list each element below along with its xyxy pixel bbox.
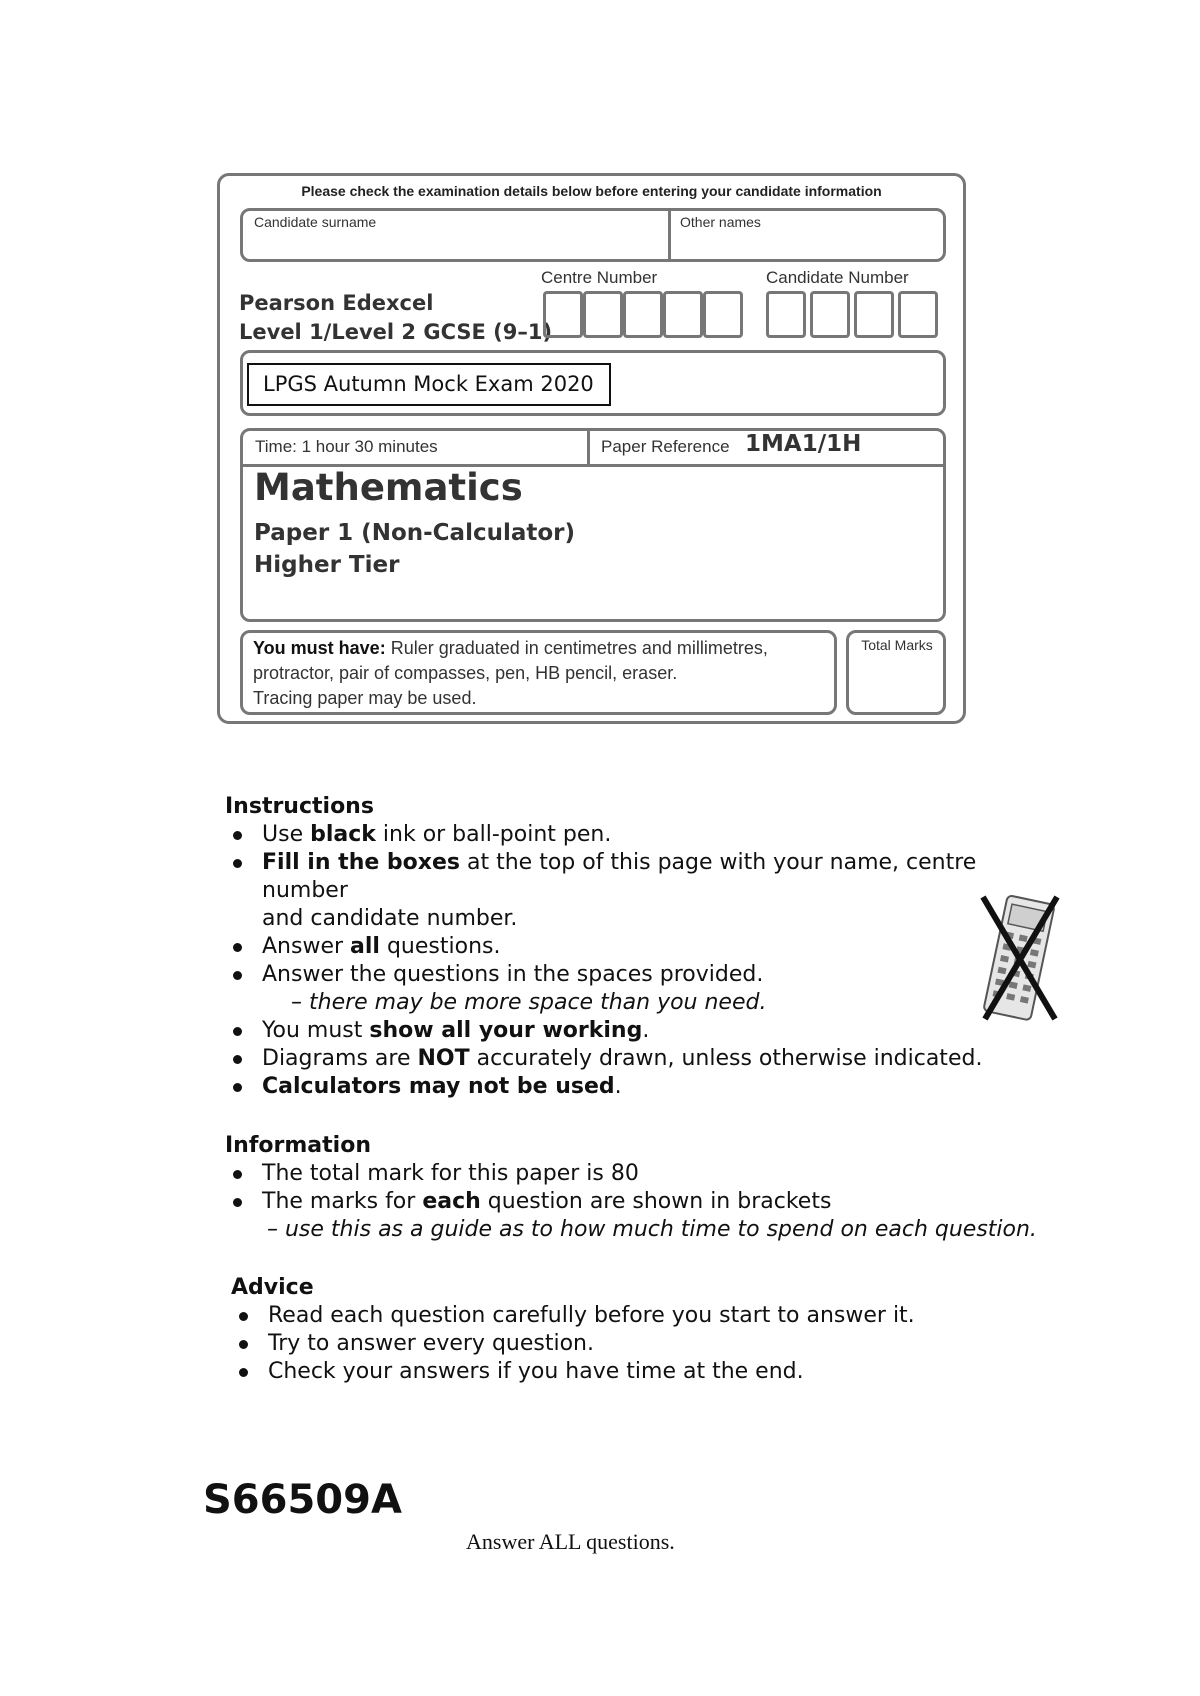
other-names-field-label: Other names [680,214,761,230]
candidate-digit-box[interactable] [898,291,938,338]
details-col-divider [587,430,590,465]
list-item: Fill in the boxes at the top of this page with your name, centre number and candidate number. [225,849,985,933]
must-have-text [253,636,833,711]
must-have-line2: protractor, pair of compasses, pen, HB pencil, eraser. [253,663,678,683]
paper-reference-label: Paper Reference [601,437,730,456]
list-item: Read each question carefully before you start to answer it. [231,1302,991,1330]
advice-section [231,1274,991,1386]
list-item: The total mark for this paper is 80 [225,1160,1045,1188]
centre-digit-box[interactable] [583,291,623,338]
candidate-digit-box[interactable] [810,291,850,338]
list-item: Try to answer every question. [231,1330,991,1358]
information-subnote: – use this as a guide as to how much time to spend on each question. [267,1217,1037,1242]
qualification-level: Level 1/Level 2 GCSE (9–1) [239,320,553,344]
centre-digit-box[interactable] [663,291,703,338]
no-calculator-icon [977,893,1063,1023]
must-have-line3: Tracing paper may be used. [253,688,477,708]
tier-name: Higher Tier [254,552,400,578]
subject-title: Mathematics [254,466,523,509]
list-item: The marks for each question are shown in brackets [225,1188,1045,1216]
information-heading: Information [225,1133,371,1158]
instructions-section [225,793,985,1101]
surname-input[interactable] [246,232,664,258]
advice-heading: Advice [231,1275,314,1300]
list-item: Answer the questions in the spaces provided. [225,961,985,989]
list-item: You must show all your working. [225,1017,985,1045]
must-have-label: You must have: [253,638,386,658]
candidate-digit-box[interactable] [766,291,806,338]
list-item: Answer all questions. [225,933,985,961]
surname-field-label: Candidate surname [254,214,377,230]
exam-board: Pearson Edexcel [239,291,434,315]
paper-name: Paper 1 (Non-Calculator) [254,520,576,546]
total-marks-label: Total Marks [861,637,933,653]
centre-digit-box[interactable] [543,291,583,338]
paper-reference: 1MA1/1H [745,431,862,457]
candidate-number-boxes [766,291,946,338]
exam-title: LPGS Autumn Mock Exam 2020 [247,363,611,406]
candidate-number-label: Candidate Number [766,268,909,287]
candidate-digit-box[interactable] [854,291,894,338]
centre-number-boxes [543,291,753,338]
exam-duration: Time: 1 hour 30 minutes [255,437,438,456]
centre-digit-box[interactable] [623,291,663,338]
name-divider [668,210,671,260]
list-item: Calculators may not be used. [225,1073,985,1101]
information-section [225,1132,1045,1244]
must-have-line1: Ruler graduated in centimetres and millimetres, [390,638,768,658]
instruction-subnote: – there may be more space than you need. [291,990,767,1015]
list-item: Check your answers if you have time at the end. [231,1358,991,1386]
check-notice: Please check the examination details below before entering your candidate information [301,183,882,199]
instructions-heading: Instructions [225,794,374,819]
list-item: Diagrams are NOT accurately drawn, unless otherwise indicated. [225,1045,985,1073]
other-names-input[interactable] [676,232,940,258]
centre-digit-box[interactable] [703,291,743,338]
answer-all-note: Answer ALL questions. [466,1529,675,1554]
list-item: Use black ink or ball-point pen. [225,821,985,849]
centre-number-label: Centre Number [541,268,658,287]
paper-code: S66509A [203,1477,402,1523]
